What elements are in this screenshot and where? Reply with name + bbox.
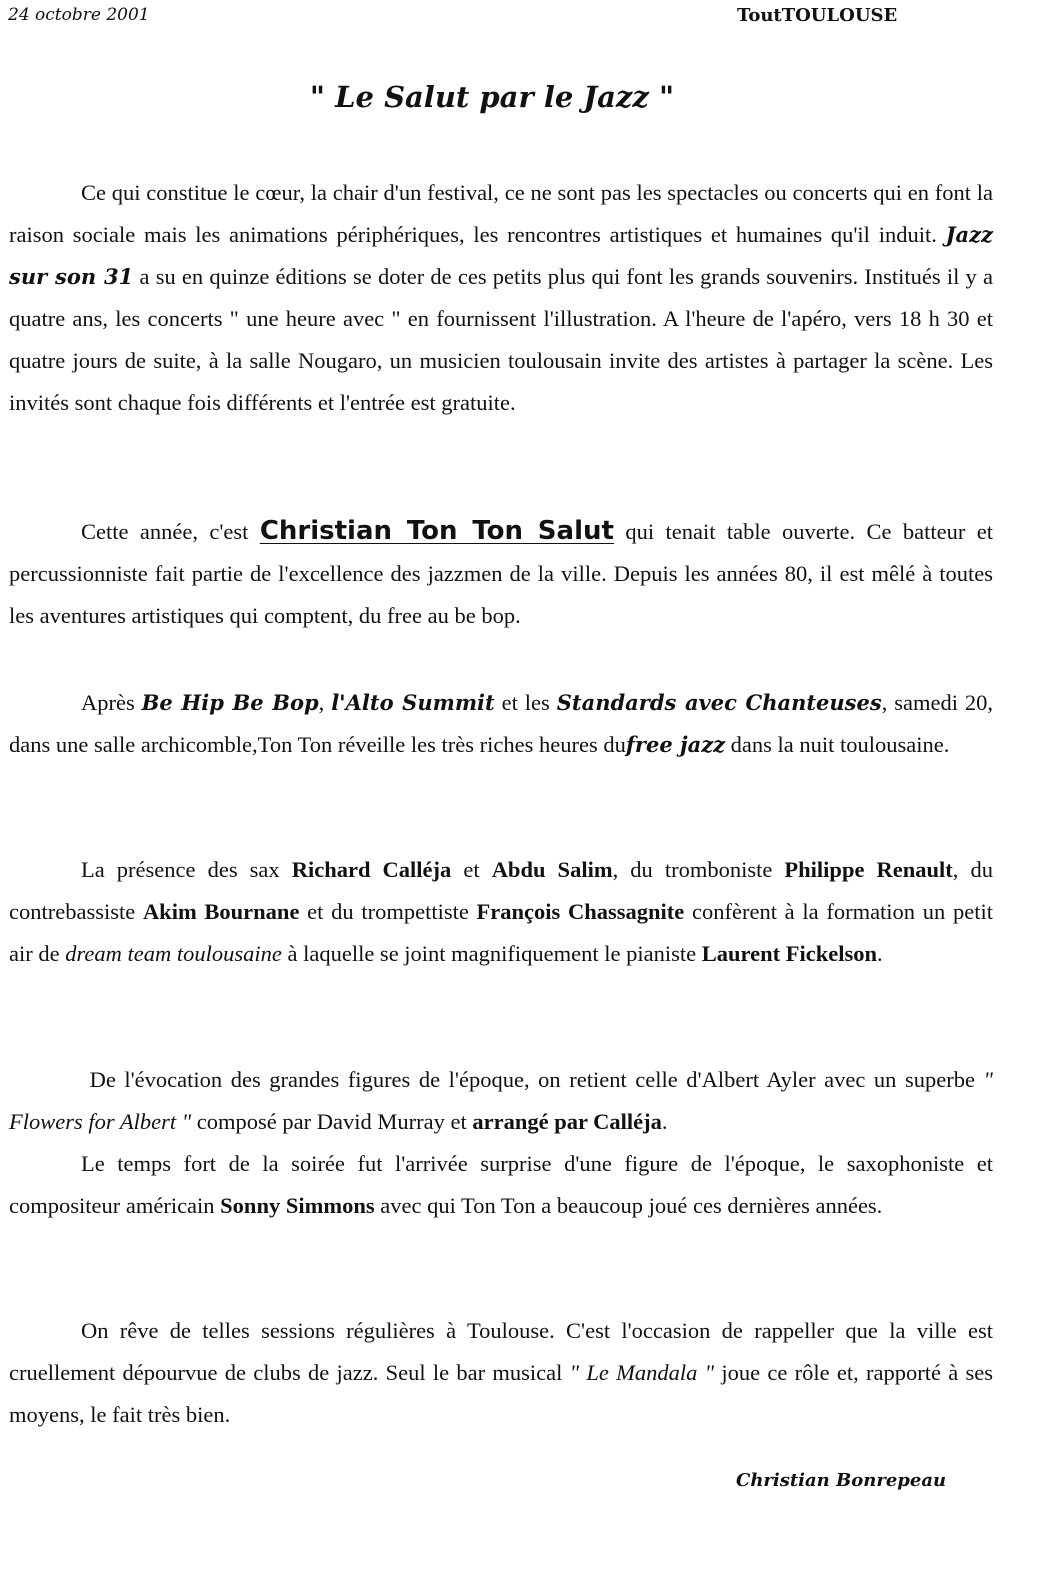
text-run: On rêve de telles sessions régulières à Toulouse. C'est l'occasion de rappeller que la ville est cruellement dépourvue de clubs de jazz. Seul le bar musical (9, 1318, 993, 1385)
musician-name: Abdu Salim (491, 857, 613, 882)
genre-name: free jazz (625, 732, 726, 757)
paragraph-4 (9, 849, 993, 975)
concert-name: Standards avec Chanteuses (556, 690, 882, 715)
paragraph-6 (9, 1143, 993, 1227)
musician-name: Laurent Fickelson (701, 941, 877, 966)
paragraph-1 (9, 172, 993, 424)
text-run: La présence des sax (81, 857, 292, 882)
musician-name: Philippe Renault (784, 857, 953, 882)
text-run: dans la nuit toulousaine. (725, 732, 950, 757)
publication-date: 24 octobre 2001 (8, 5, 150, 25)
text-run: Ce qui constitue le cœur, la chair d'un festival, ce ne sont pas les spectacles ou concerts qui en font la raison sociale mais les animations périphériques, les rencontres artistiques et humaines qu'il induit. (9, 180, 993, 247)
text-run: , samedi 20, dans une salle archicomble,Ton Ton réveille les très riches heures du (9, 690, 994, 757)
paragraph-5 (9, 1059, 993, 1143)
text-run: composé par David Murray et (191, 1109, 473, 1134)
text-run: Le temps fort de la soirée fut l'arrivée surprise d'une figure de l'époque, le saxophoniste et compositeur américain (9, 1151, 993, 1218)
text-run: joue ce rôle et, rapporté à ses moyens, le fait très bien. (9, 1360, 994, 1427)
text-run: qui tenait table ouverte. Ce batteur et percussionniste fait partie de l'excellence des jazzmen de la ville. Depuis les années 80, il est mêlé à toutes les aventures artistiques qui comptent, du free au be bop. (9, 519, 994, 628)
festival-name: Jazz sur son 31 (9, 222, 993, 289)
text-run: , (318, 690, 332, 715)
bold-phrase: arrangé par Calléja (472, 1109, 662, 1134)
publication-name: ToutTOULOUSE (737, 5, 898, 26)
paragraph-3 (9, 682, 993, 766)
musician-name: François Chassagnite (476, 899, 685, 924)
concert-name: l'Alto Summit (331, 690, 495, 715)
text-run: , du contrebassiste (9, 857, 993, 924)
composition-title: " Flowers for Albert " (9, 1067, 993, 1134)
musician-name: Sonny Simmons (220, 1193, 375, 1218)
article-title: " Le Salut par le Jazz " (309, 80, 675, 114)
text-run: et les (494, 690, 557, 715)
text-run: . (661, 1109, 668, 1134)
paragraph-7 (9, 1310, 993, 1436)
text-run: à laquelle se joint magnifiquement le pianiste (281, 941, 702, 966)
text-run: et du trompettiste (299, 899, 477, 924)
text-run: et (451, 857, 492, 882)
text-run: . (876, 941, 883, 966)
text-run: avec qui Ton Ton a beaucoup joué ces dernières années. (374, 1193, 883, 1218)
venue-name: " Le Mandala " (569, 1360, 715, 1385)
text-run: , du tromboniste (612, 857, 785, 882)
musician-name: Akim Bournane (142, 899, 300, 924)
text-run: Après (81, 690, 142, 715)
author-signature: Christian Bonrepeau (736, 1470, 947, 1491)
featured-musician: Christian Ton Ton Salut (259, 516, 614, 546)
musician-name: Richard Calléja (291, 857, 452, 882)
text-run: De l'évocation des grandes figures de l'époque, on retient celle d'Albert Ayler avec un superbe (81, 1067, 984, 1092)
text-run: Cette année, c'est (81, 519, 260, 544)
text-run: confèrent à la formation un petit air de (9, 899, 993, 966)
concert-name: Be Hip Be Bop (141, 690, 319, 715)
paragraph-2 (9, 510, 993, 637)
italic-phrase: dream team toulousaine (65, 941, 282, 966)
text-run: a su en quinze éditions se doter de ces petits plus qui font les grands souvenirs. Institués il y a quatre ans, les concerts " une heure avec " en fournissent l'illustration. A l'heure de l'apéro, vers 18 h 30 et quatre jours de suite, à la salle Nougaro, un musicien toulousain invite des artistes à partager la scène. Les invités sont chaque fois différents et l'entrée est gratuite. (9, 264, 993, 415)
